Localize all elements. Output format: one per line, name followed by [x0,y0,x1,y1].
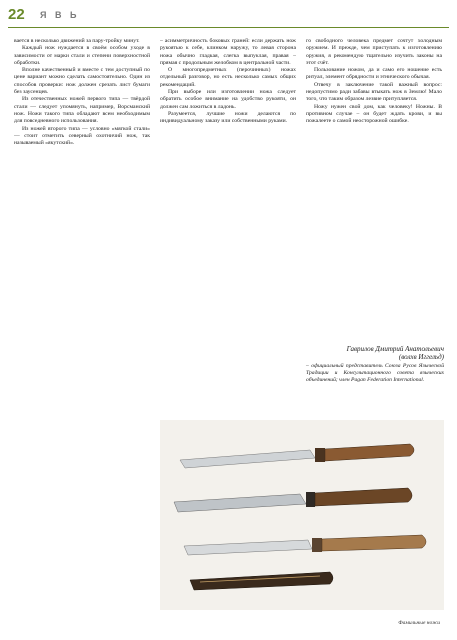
photo-caption: Фамильные ножи [398,620,440,626]
paragraph: вается в несколько движений за пару-тройку минут. [14,38,140,44]
paragraph: О многопредметных (перочинных) ножах отдельный разговор, но есть несколько самых общих рекомендаций. [160,67,296,88]
author-name: Гаврилов Дмитрий Анатольевич [346,345,444,353]
knives-photo [160,420,444,610]
paragraph: Пользование ножом, да и само его ношение есть ритуал, элемент обрядности и этнического обычая. [306,67,442,81]
paragraph: Ножу нужен свой дом, как человеку! Ножны. В противном случае – он будет ждать крови, и вы пожалеете о самой неосторожной ошибке. [306,103,442,125]
paragraph: Каждый нож нуждается в своём особом уходе в зависимости от марки стали и степени поверхностной обработки. [14,45,150,66]
text-column-1 [14,38,150,628]
page-number: 22 [8,6,25,23]
text-column-2 [160,38,296,340]
paragraph: – асимметричность боковых граней: если держать нож рукоятью к себе, клинком наружу, то левая сторона ножа обычно гладкая, слегка выпуклая, правая – прямая с продольным желобком в центральной части. [160,38,296,66]
page-header [0,0,457,30]
author-alias: (волхв Иггельд) [398,353,444,361]
paragraph: Вполне качественный и вместе с тем доступный по цене вариант можно сделать самостоятельно. Один из способов проверки: нож должен срезать лист бумаги без заусенцев. [14,67,150,96]
author-signature [306,345,444,385]
text-column-3 [306,38,442,338]
running-title: Я В Ь [40,10,80,20]
paragraph: При выборе или изготовлении ножа следует обратить особое внимание на удобство рукояти, он должен сам ложиться в ладонь. [160,89,296,110]
author-role: – официальный представитель Союза Русов Языческой Традиции и Консультационного совета языческих объединений; член Pagan Federation International. [306,363,444,384]
paragraph: Из ножей второго типа — условно «мягкой стали» — стоит отметить северный охотничий нож, так называемый «якутский». [14,125,150,147]
paragraph: го свободного человека предмет сочтут холодным оружием. И прежде, чем приступать к изготовлению оружия, я рекомендую тщательно изучить законы на этот счёт. [306,38,442,66]
paragraph: Отвечу в заключение такой важный вопрос: недопустимо ради забавы втыкать нож в Землю! Мало того, что таким образом лезвие притупляется. [306,81,442,103]
paragraph: Разумеется, лучшие ножи делаются по индивидуальному заказу или собственными руками. [160,110,296,125]
knives-illustration [160,420,444,610]
paragraph: Из отечественных ножей первого типа — твёрдой стали — следует упомянуть, например, Ворсманский нож. Ножи такого типа обладают всем необходимым для повседневного использования. [14,96,150,125]
header-rule [8,27,449,28]
